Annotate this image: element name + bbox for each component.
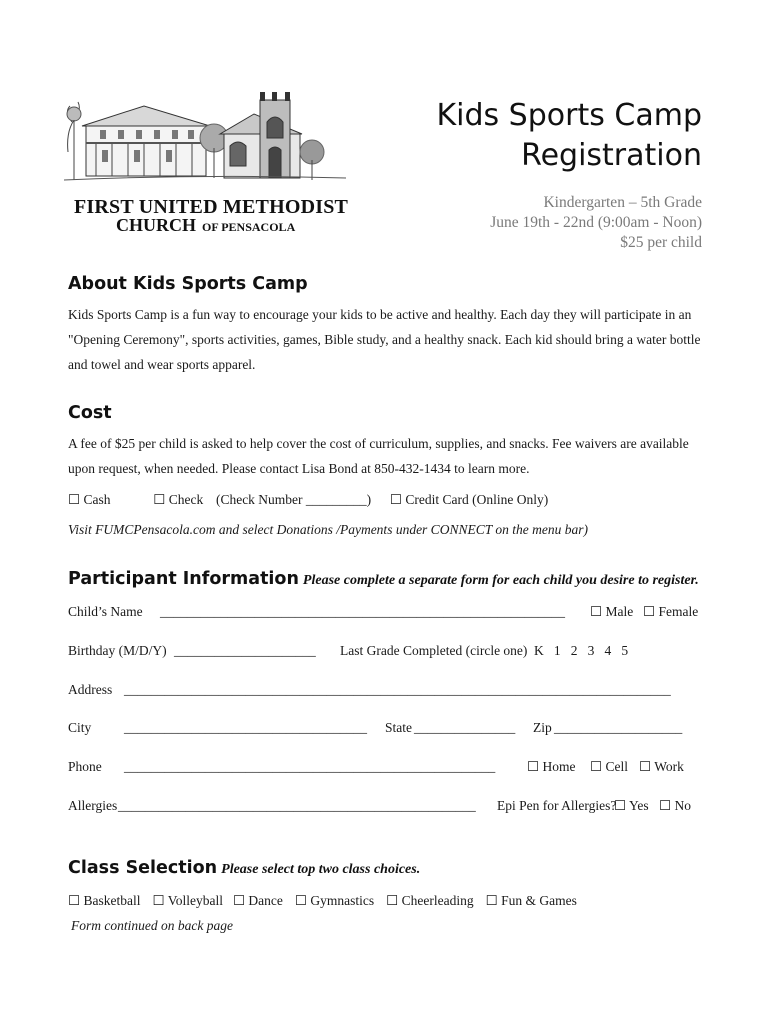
allergies-field[interactable]: _____________________________________________________ bbox=[118, 798, 476, 813]
zip-field[interactable]: ___________________ bbox=[554, 720, 683, 735]
class-selection-heading bbox=[68, 858, 708, 878]
birthday-label: Birthday (M/D/Y) bbox=[68, 643, 167, 658]
cost-heading: Cost bbox=[68, 403, 112, 423]
birthday-field[interactable]: _____________________ bbox=[174, 643, 316, 658]
fun-and-games-checkbox[interactable]: ☐ Fun & Games bbox=[485, 893, 577, 908]
phone-label: Phone bbox=[68, 759, 102, 774]
check-checkbox[interactable]: ☐ Check bbox=[153, 492, 204, 507]
logo-church-name-line2 bbox=[116, 215, 295, 236]
church-logo bbox=[64, 82, 349, 242]
city-field[interactable]: ____________________________________ bbox=[124, 720, 367, 735]
phone-field[interactable]: _______________________________________________________ bbox=[124, 759, 496, 774]
child-name-row bbox=[68, 604, 143, 620]
cell-phone-checkbox[interactable]: ☐ Cell bbox=[590, 759, 628, 774]
child-name-field[interactable]: ____________________________________________________________ bbox=[160, 604, 565, 619]
camp-dates: June 19th - 22nd (9:00am - Noon) bbox=[490, 214, 702, 231]
gymnastics-checkbox[interactable]: ☐ Gymnastics bbox=[294, 893, 375, 908]
cost-text: A fee of $25 per child is asked to help cover the cost of curriculum, supplies, and snacks. Fee waivers are available upon request, when needed. Please contact Lisa Bond at 850-432-1434 to learn more. bbox=[68, 436, 689, 476]
state-field[interactable]: _______________ bbox=[414, 720, 516, 735]
address-field[interactable]: _________________________________________________________________________________ bbox=[124, 682, 671, 697]
volleyball-checkbox[interactable]: ☐ Volleyball bbox=[152, 893, 223, 908]
class-selection-heading-text: Class Selection bbox=[68, 858, 218, 878]
cost-section bbox=[68, 403, 708, 481]
logo-city: OF PENSACOLA bbox=[202, 220, 296, 234]
male-checkbox[interactable]: ☐ Male bbox=[590, 604, 634, 619]
form-continued-note: Form continued on back page bbox=[71, 918, 233, 933]
female-checkbox[interactable]: ☐ Female bbox=[643, 604, 699, 619]
check-number-field[interactable]: (Check Number _________) bbox=[215, 492, 372, 507]
grade-label: Last Grade Completed (circle one) bbox=[340, 643, 528, 658]
class-options bbox=[68, 893, 577, 909]
payment-options bbox=[68, 492, 548, 508]
about-section bbox=[68, 274, 708, 377]
cheerleading-checkbox[interactable]: ☐ Cheerleading bbox=[386, 893, 474, 908]
logo-church-word: CHURCH bbox=[116, 215, 196, 235]
payment-visit-note: Visit FUMCPensacola.com and select Donations /Payments under CONNECT on the menu bar) bbox=[68, 522, 588, 537]
epi-pen-yes-checkbox[interactable]: ☐ Yes bbox=[614, 798, 649, 813]
allergies-label: Allergies bbox=[68, 798, 118, 813]
zip-label: Zip bbox=[533, 720, 552, 735]
work-phone-checkbox[interactable]: ☐ Work bbox=[639, 759, 684, 774]
state-label: State bbox=[385, 720, 412, 735]
participant-heading-text: Participant Information bbox=[68, 569, 299, 589]
participant-section bbox=[68, 569, 708, 589]
epi-pen-no-checkbox[interactable]: ☐ No bbox=[659, 798, 691, 813]
title-block bbox=[436, 96, 702, 253]
about-text: Kids Sports Camp is a fun way to encourage your kids to be active and healthy. Each day they will participate in an "Opening Ceremony", sports activities, games, Bible study, and a healthy snack. Each kid should bring a water bottle and towel and wear sports apparel. bbox=[68, 307, 701, 372]
grade-options[interactable]: K 1 2 3 4 5 bbox=[534, 643, 629, 658]
about-heading: About Kids Sports Camp bbox=[68, 274, 308, 294]
class-selection-section bbox=[68, 858, 708, 878]
church-building-illustration bbox=[64, 82, 346, 194]
grade-range: Kindergarten – 5th Grade bbox=[543, 194, 702, 211]
page-title-line2: Registration bbox=[521, 138, 702, 173]
cash-checkbox[interactable]: ☐ Cash bbox=[68, 492, 111, 507]
dance-checkbox[interactable]: ☐ Dance bbox=[232, 893, 283, 908]
class-selection-note: Please select top two class choices. bbox=[221, 862, 421, 877]
basketball-checkbox[interactable]: ☐ Basketball bbox=[68, 893, 141, 908]
epi-pen-label: Epi Pen for Allergies? bbox=[497, 798, 617, 813]
child-name-label: Child’s Name bbox=[68, 604, 143, 619]
participant-heading bbox=[68, 569, 708, 589]
logo-church-name-line1: FIRST UNITED METHODIST bbox=[74, 196, 349, 218]
credit-card-checkbox[interactable]: ☐ Credit Card (Online Only) bbox=[389, 492, 549, 507]
camp-price: $25 per child bbox=[620, 234, 702, 251]
home-phone-checkbox[interactable]: ☐ Home bbox=[527, 759, 576, 774]
page-title-line1: Kids Sports Camp bbox=[436, 98, 702, 133]
address-label: Address bbox=[68, 682, 113, 697]
participant-note: Please complete a separate form for each child you desire to register. bbox=[302, 573, 699, 588]
city-label: City bbox=[68, 720, 92, 735]
